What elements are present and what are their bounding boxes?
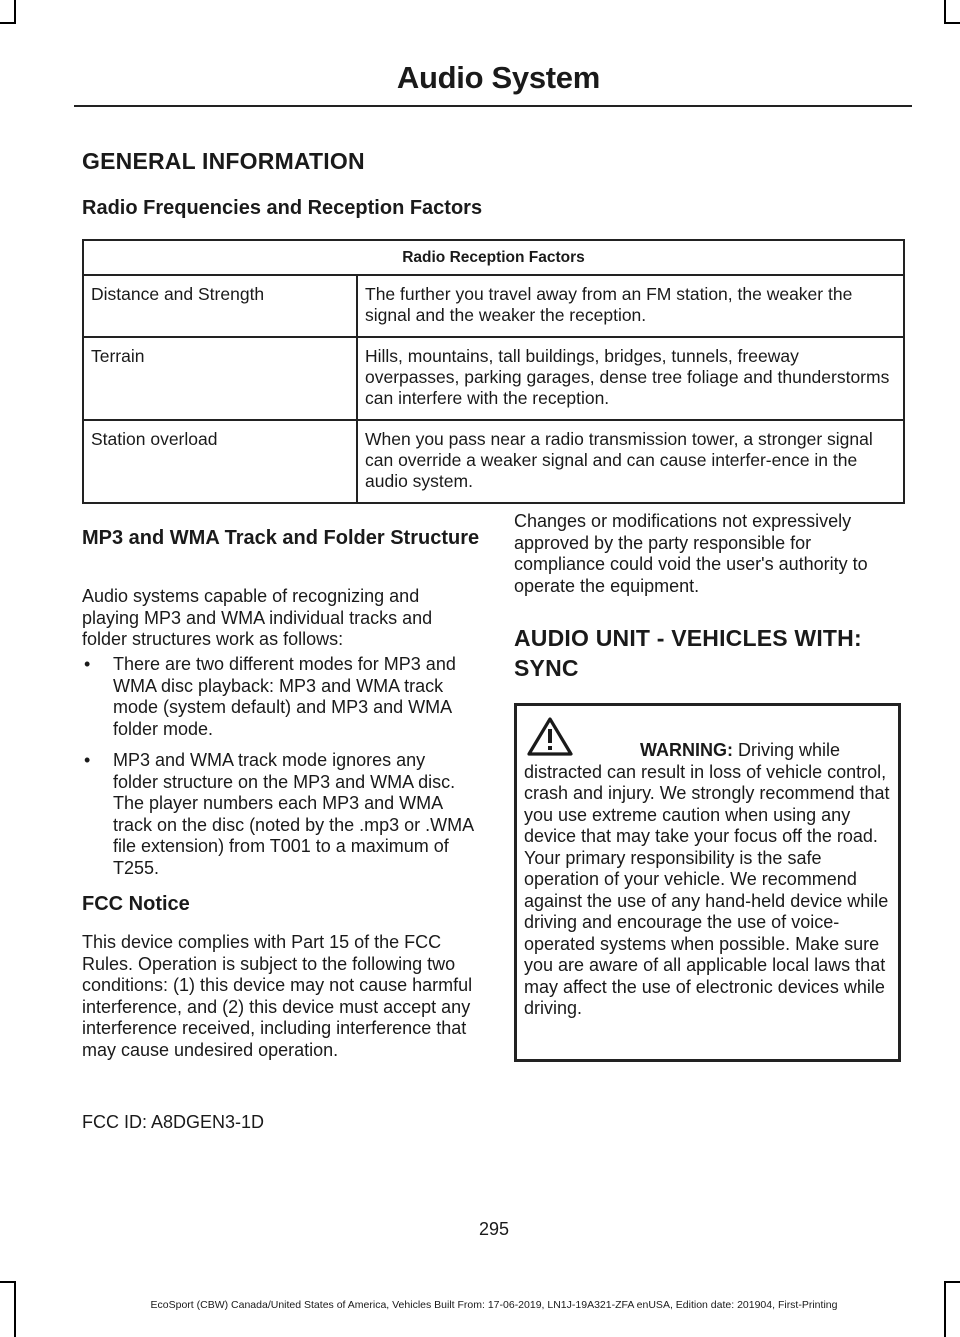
factor-description: When you pass near a radio transmission tower, a stronger signal can override a weaker signal and can cause interfer-ence in the audio system. bbox=[357, 420, 904, 503]
crop-mark bbox=[0, 1281, 16, 1283]
fcc-notice-paragraph: This device complies with Part 15 of the FCC Rules. Operation is subject to the following two conditions: (1) this device may not cause harmful interference, and (2) this device must accept any interference received, including interference that may cause undesired operation. bbox=[82, 932, 473, 1060]
factor-description: The further you travel away from an FM station, the weaker the signal and the weaker the reception. bbox=[357, 275, 904, 337]
mp3-intro-paragraph: Audio systems capable of recognizing and playing MP3 and WMA individual tracks and folder structures work as follows: bbox=[82, 586, 433, 649]
table-row bbox=[83, 275, 904, 337]
warning-text-block bbox=[524, 740, 892, 1020]
table-row bbox=[83, 420, 904, 503]
subheading-mp3-wma-structure: MP3 and WMA Track and Folder Structure bbox=[82, 527, 480, 549]
crop-mark bbox=[944, 1281, 960, 1283]
list-item bbox=[82, 654, 474, 740]
page-number: 295 bbox=[478, 1219, 510, 1239]
factor-label: Distance and Strength bbox=[83, 275, 357, 337]
fcc-changes-paragraph: Changes or modifications not expressively approved by the party responsible for compliance could void the user's authority to operate the equipment. bbox=[514, 511, 868, 596]
section-heading-audio-unit: AUDIO UNIT - VEHICLES WITH: bbox=[514, 625, 862, 651]
factor-label: Terrain bbox=[83, 337, 357, 420]
warning-box bbox=[514, 703, 901, 1062]
warning-body: Driving while distracted can result in loss of vehicle control, crash and injury. We strongly recommend that you use extreme caution when using any device that may take your focus off the road. Your primary responsibility is the safe operation of your vehicle. We recommend against the use of any hand-held device while driving and encourage the use of voice-operated systems when possible. Make sure you are aware of all applicable local laws that may affect the use of electronic devices while driving. bbox=[524, 740, 890, 1018]
bullet-marker: • bbox=[84, 654, 91, 674]
crop-mark bbox=[0, 22, 16, 24]
warning-label: WARNING: bbox=[640, 740, 733, 760]
header-divider bbox=[74, 105, 912, 107]
section-heading-sync: SYNC bbox=[514, 655, 579, 681]
section-heading-general-information: GENERAL INFORMATION bbox=[82, 148, 365, 174]
crop-mark bbox=[944, 0, 946, 24]
factor-label: Station overload bbox=[83, 420, 357, 503]
page-header-title: Audio System bbox=[396, 60, 600, 95]
mp3-bullet-list bbox=[82, 654, 474, 889]
subheading-radio-frequencies: Radio Frequencies and Reception Factors bbox=[82, 197, 483, 219]
bullet-text: There are two different modes for MP3 and WMA disc playback: MP3 and WMA track mode (system default) and MP3 and WMA folder mode. bbox=[113, 654, 456, 739]
table-row bbox=[83, 337, 904, 420]
footer-edition-info: EcoSport (CBW) Canada/United States of America, Vehicles Built From: 17-06-2019, LN1J-19A321-ZFA enUSA, Edition date: 201904, First-Printing bbox=[150, 1299, 838, 1311]
radio-reception-factors-table bbox=[82, 239, 905, 504]
factor-description: Hills, mountains, tall buildings, bridges, tunnels, freeway overpasses, parking garages, dense tree foliage and thunderstorms can interfere with the reception. bbox=[357, 337, 904, 420]
bullet-text: MP3 and WMA track mode ignores any folder structure on the MP3 and WMA disc. The player numbers each MP3 and WMA track on the disc (noted by the .mp3 or .WMA file extension) from T001 to a maximum of T255. bbox=[113, 750, 474, 878]
list-item bbox=[82, 750, 474, 879]
subheading-fcc-notice: FCC Notice bbox=[82, 893, 190, 915]
bullet-marker: • bbox=[84, 750, 91, 770]
crop-mark bbox=[14, 0, 16, 24]
table-caption: Radio Reception Factors bbox=[83, 240, 904, 275]
table-header-row bbox=[83, 240, 904, 275]
crop-mark bbox=[944, 22, 960, 24]
fcc-id: FCC ID: A8DGEN3-1D bbox=[82, 1112, 265, 1132]
